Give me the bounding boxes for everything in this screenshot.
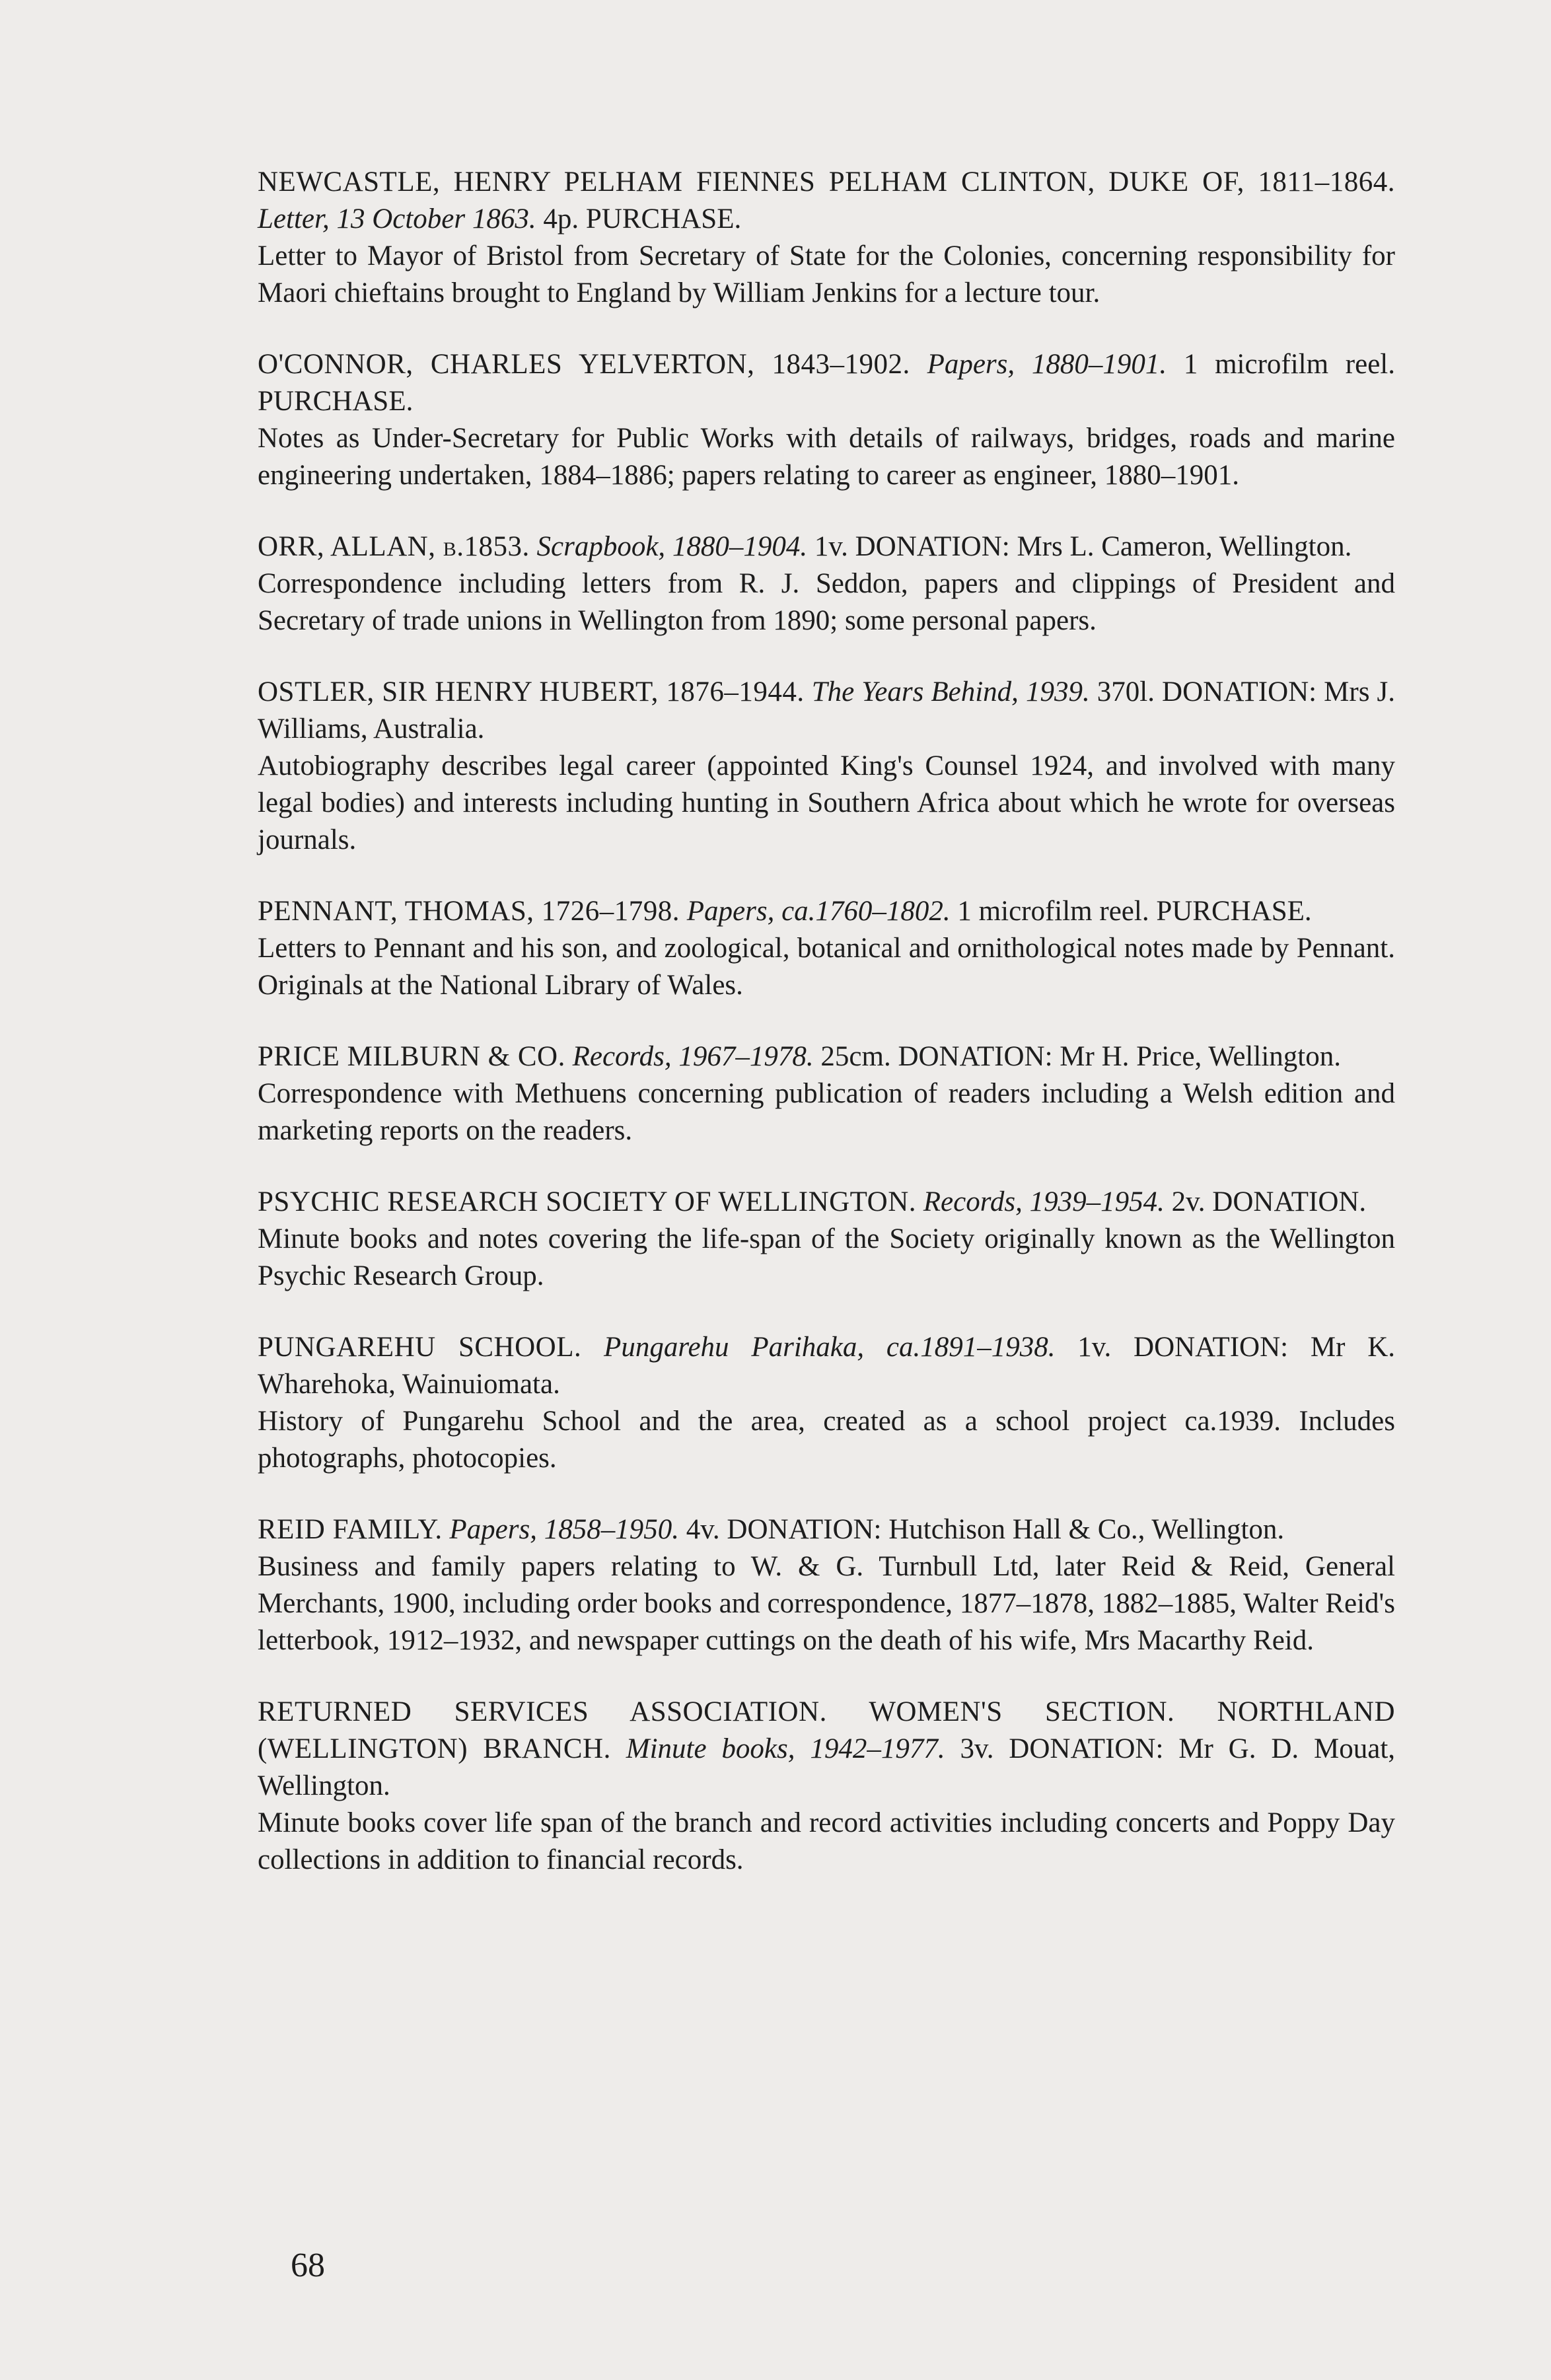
entry-meta: 1 microfilm reel. PURCHASE. — [258, 349, 1395, 417]
entry-name: NEWCASTLE, HENRY PELHAM FIENNES PELHAM CLINTON, DUKE OF, 1811–1864. — [258, 166, 1395, 198]
entry-title: Minute books, 1942–1977. — [626, 1733, 945, 1764]
page-number: 68 — [291, 2247, 325, 2284]
entry-orr — [258, 528, 1395, 639]
entry-title: Scrapbook, 1880–1904. — [536, 531, 808, 562]
entry-description: Correspondence including letters from R. J. Seddon, papers and clippings of President and Secretary of trade unions in Wellington from 1890; some personal papers. — [258, 568, 1395, 636]
entry-description: Minute books cover life span of the branch and record activities including concerts and Poppy Day collections in addition to financial records. — [258, 1807, 1395, 1875]
entry-title: Records, 1967–1978. — [572, 1041, 814, 1072]
entry-rsa-womens-section — [258, 1694, 1395, 1879]
entry-description: Letters to Pennant and his son, and zoological, botanical and ornithological notes made by Pennant. Originals at the National Library of Wales. — [258, 933, 1395, 1001]
entry-oconnor — [258, 346, 1395, 494]
entry-title: Papers, 1858–1950. — [449, 1514, 679, 1545]
entry-title: Papers, 1880–1901. — [927, 349, 1167, 380]
entry-newcastle — [258, 164, 1395, 312]
entry-meta: 3v. DONATION: Mr G. D. Mouat, Wellington. — [258, 1733, 1396, 1801]
entry-meta: 4p. PURCHASE. — [543, 203, 742, 234]
entry-meta: 370l. DONATION: Mrs J. Williams, Australia. — [258, 676, 1396, 744]
entry-psychic-research — [258, 1184, 1395, 1295]
entry-title: Papers, ca.1760–1802. — [686, 896, 951, 927]
entry-name: PUNGAREHU SCHOOL. — [258, 1332, 582, 1363]
entry-name: ORR, ALLAN, b.1853. — [258, 531, 530, 562]
entry-pungarehu — [258, 1329, 1395, 1477]
catalogue-page — [258, 164, 1395, 1913]
entry-reid-family — [258, 1511, 1395, 1659]
entry-name: REID FAMILY. — [258, 1514, 443, 1545]
entry-description: Letter to Mayor of Bristol from Secretary of State for the Colonies, concerning responsibility for Maori chieftains brought to England by William Jenkins for a lecture tour. — [258, 240, 1395, 308]
entry-description: Business and family papers relating to W. & G. Turnbull Ltd, later Reid & Reid, General Merchants, 1900, including order books and correspondence, 1877–1878, 1882–1885, Walter Reid's letterbook, 1912–1932, and newspaper cuttings on the death of his wife, Mrs Macarthy Reid. — [258, 1551, 1395, 1656]
entry-meta: 1v. DONATION: Mr K. Wharehoka, Wainuiomata. — [258, 1332, 1396, 1400]
entry-description: History of Pungarehu School and the area, created as a school project ca.1939. Includes photographs, photocopies. — [258, 1406, 1395, 1474]
entry-name: PRICE MILBURN & CO. — [258, 1041, 565, 1072]
entry-meta: 4v. DONATION: Hutchison Hall & Co., Wellington. — [686, 1514, 1285, 1545]
entry-name: O'CONNOR, CHARLES YELVERTON, 1843–1902. — [258, 349, 910, 380]
entry-pennant — [258, 893, 1395, 1004]
entry-ostler — [258, 674, 1395, 859]
entry-name: PSYCHIC RESEARCH SOCIETY OF WELLINGTON. — [258, 1186, 917, 1217]
entry-name: OSTLER, SIR HENRY HUBERT, 1876–1944. — [258, 676, 805, 707]
entry-description: Notes as Under-Secretary for Public Works with details of railways, bridges, roads and marine engineering undertaken, 1884–1886; papers relating to career as engineer, 1880–1901. — [258, 423, 1395, 491]
entry-name: PENNANT, THOMAS, 1726–1798. — [258, 896, 680, 927]
entry-description: Minute books and notes covering the life-span of the Society originally known as the Wellington Psychic Research Group. — [258, 1223, 1395, 1291]
entry-price-milburn — [258, 1038, 1395, 1149]
entry-title: Records, 1939–1954. — [923, 1186, 1165, 1217]
entry-meta: 1v. DONATION: Mrs L. Cameron, Wellington. — [814, 531, 1352, 562]
entry-title: Letter, 13 October 1863. — [258, 203, 536, 234]
entry-title: The Years Behind, 1939. — [811, 676, 1090, 707]
entry-meta: 1 microfilm reel. PURCHASE. — [957, 896, 1312, 927]
entry-description: Correspondence with Methuens concerning publication of readers including a Welsh edition and marketing reports on the readers. — [258, 1078, 1395, 1146]
entry-description: Autobiography describes legal career (appointed King's Counsel 1924, and involved with many legal bodies) and interests including hunting in Southern Africa about which he wrote for overseas journals. — [258, 750, 1395, 855]
entry-meta: 25cm. DONATION: Mr H. Price, Wellington. — [820, 1041, 1341, 1072]
entry-name: RETURNED SERVICES ASSOCIATION. WOMEN'S SECTION. NORTHLAND (WELLINGTON) BRANCH. — [258, 1696, 1395, 1764]
entry-title: Pungarehu Parihaka, ca.1891–1938. — [604, 1332, 1056, 1363]
entry-meta: 2v. DONATION. — [1171, 1186, 1367, 1217]
